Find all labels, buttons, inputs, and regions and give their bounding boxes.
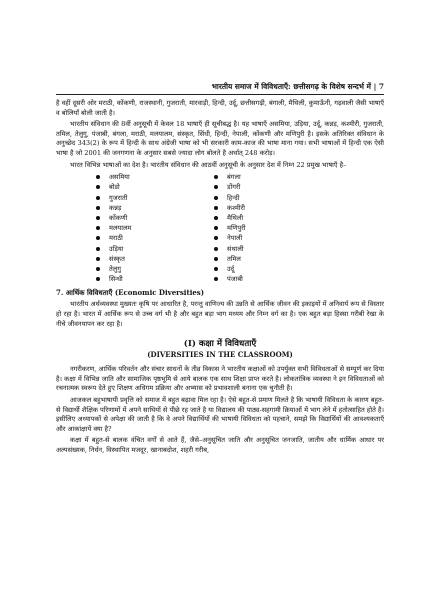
classroom-subheading: (DIVERSITIES IN THE CLASSROOM) <box>147 350 293 360</box>
bullet-icon <box>214 277 218 281</box>
bullet-icon <box>214 236 218 240</box>
paragraph-deprived: कक्षा में बहुत-से बालक वंचित वर्गों से आते हैं, जैसे–अनुसूचित जाति और अनुसूचित जनजाति, जातीय और धार्मिक आधार पर अल्पसंख्यक, निर्धन, विस्थापित मजदूर, खानाबदोश, शहरी गरीब, <box>56 436 384 454</box>
bullet-icon <box>214 216 218 220</box>
list-item: कन्नड़ <box>96 203 214 213</box>
list-item: तेलुगु <box>96 264 214 274</box>
list-item: हिन्दी <box>214 193 332 203</box>
bullet-icon <box>96 206 100 210</box>
list-item: कोंकणी <box>96 213 214 223</box>
paragraph-eighth-schedule: भारतीय संविधान की 8वीं अनुसूची में केवल 18 भाषाएँ ही सूचीबद्ध है। यह भाषाएँ असमिया, उड़िया, उर्दू, कन्नड़, कश्मीरी, गुजराती, तमिल, तेलुगु, पंजाबी, बंगला, मराठी, मलयालम, संस्कृत, सिंधी, हिन्दी, नेपाली, कोंकणी और मणिपुरी है। इसके अतिरिक्त संविधान के अनुच्छेद 343(2) के रूप में हिन्दी के साथ अंग्रेजी भाषा को भी सरकारी काम-काज की भाषा माना गया। सभी भाषाओं में हिन्दी एक ऐसी भाषा है जो 2001 की जनगणना के अनुसार सबसे ज्यादा लोग बोलते है अर्थात् 248 करोड़। <box>56 120 384 157</box>
bullet-icon <box>214 185 218 189</box>
list-item: बंगला <box>214 172 332 182</box>
list-item: कश्मीरी <box>214 203 332 213</box>
language-list-left <box>96 172 214 284</box>
list-item: तमिल <box>214 254 332 264</box>
paragraph-multilingual: आजकल बहुभाषायी प्रवृत्ति को समाज में बहुत बढ़ावा मिल रहा है। ऐसे बहुत-से प्रमाण मिलते है कि भाषायी विविधता के कारण बहुत-से विद्यार्थी शैक्षिक परिणामों में अपने साथियों से पीछे रह जाते है या विद्यालय की पाठ्य-सहगामी क्रियाओं में भाग लेने में हतोत्साहित होते है। इसीलिए अध्यापकों से अपेक्षा की जाती है कि वे अपने विद्यार्थियों की भाषायी विविधता को पहचाने, समझे कि विद्यार्थियों की आवश्यकताएँ और आकांक्षायें क्या है? <box>56 395 384 433</box>
bullet-icon <box>214 247 218 251</box>
bullet-icon <box>214 226 218 230</box>
bullet-icon <box>96 236 100 240</box>
bullet-icon <box>214 196 218 200</box>
list-item: मराठी <box>96 233 214 243</box>
bullet-icon <box>96 277 100 281</box>
list-item: उड़िया <box>96 244 214 254</box>
list-item: संथाली <box>214 244 332 254</box>
list-item: सिन्धी <box>96 274 214 284</box>
list-item: गुजराती <box>96 193 214 203</box>
section-heading-economic: 7. आर्थिक विविधताएँ (Economic Diversities) <box>56 288 205 298</box>
list-item: बोडो <box>96 182 214 192</box>
header-title: भारतीय समाज में विविधताएँ: छत्तीसगढ़ के विशेष सन्दर्भ में <box>211 82 371 91</box>
paragraph-urbanization: नगरीकरण, आर्थिक परिवर्तन और संचार साधनों के तीव्र विकास ने भारतीय कक्षाओं को उपर्युक्त सभी विविधताओं से सम्पूर्ण कर दिया है। कक्षा में विभिन्न जाति और सामाजिक पृष्ठभूमि से आये बालक एक साथ शिक्षा प्राप्त करते है। लोकतांत्रिक व्यवस्था ने इन विविधताओं को रचनात्मक स्वरूप देते हुए शिक्षण अधिगम प्रक्रिया और अभ्यास को प्रभावशाली बनाना एक चुनौती है। <box>56 365 384 393</box>
list-item: संस्कृत <box>96 254 214 264</box>
list-item: उर्दू <box>214 264 332 274</box>
page-number: 7 <box>378 82 384 91</box>
bullet-icon <box>214 257 218 261</box>
list-item: असमिया <box>96 172 214 182</box>
classroom-heading: (I) कक्षा में विविधताएँ <box>183 339 257 350</box>
paragraph-languages-spoken: है वहीं दूसरी ओर मराठी, कोंकणी, राजस्थानी, गुजराती, मारवाड़ी, हिन्दी, उर्दू, छत्तीसगढ़ी, बंगाली, मैथिली, कुमाऊँनी, गढ़वाली जैसी भाषाएँ व बोलियाँ बोली जाती है। <box>56 99 384 117</box>
bullet-icon <box>96 226 100 230</box>
header-separator: | <box>373 82 377 91</box>
bullet-icon <box>96 267 100 271</box>
list-item: मलयालम <box>96 223 214 233</box>
bullet-icon <box>96 185 100 189</box>
language-list <box>56 172 384 284</box>
bullet-icon <box>214 206 218 210</box>
bullet-icon <box>96 196 100 200</box>
list-item: मैथिली <box>214 213 332 223</box>
bullet-icon <box>96 247 100 251</box>
bullet-icon <box>214 267 218 271</box>
bullet-icon <box>96 257 100 261</box>
bullet-icon <box>96 216 100 220</box>
bullet-icon <box>96 175 100 179</box>
list-item: पंजाबी <box>214 274 332 284</box>
paragraph-economic: भारतीय अर्थव्यवस्था मुख्यतः कृषि पर आधारित है, परन्तु वाणिज्य की उन्नति से आर्थिक जीवन की इकाइयों में अनिवार्य रूप से विस्तार हो रहा है। भारत में आर्थिक रूप से उच्च वर्ग भी है और बहुत बड़ा भाग मध्यम और निम्न वर्ग का है। एक बहुत बड़ा हिस्सा गरीबी रेखा के नीचे जीवनयापन कर रहा है। <box>56 300 384 328</box>
language-list-right <box>214 172 332 284</box>
list-item: नेपाली <box>214 233 332 243</box>
paragraph-22-languages: भारत विभिन्न भाषाओं का देश है। भारतीय संविधान की आठवीं अनुसूची के अनुसार देश में निम्न 22 प्रमुख भाषाएँ है– <box>70 160 347 169</box>
running-header <box>56 82 384 95</box>
list-item: मणिपुरी <box>214 223 332 233</box>
bullet-icon <box>214 175 218 179</box>
list-item: डोंगरी <box>214 182 332 192</box>
